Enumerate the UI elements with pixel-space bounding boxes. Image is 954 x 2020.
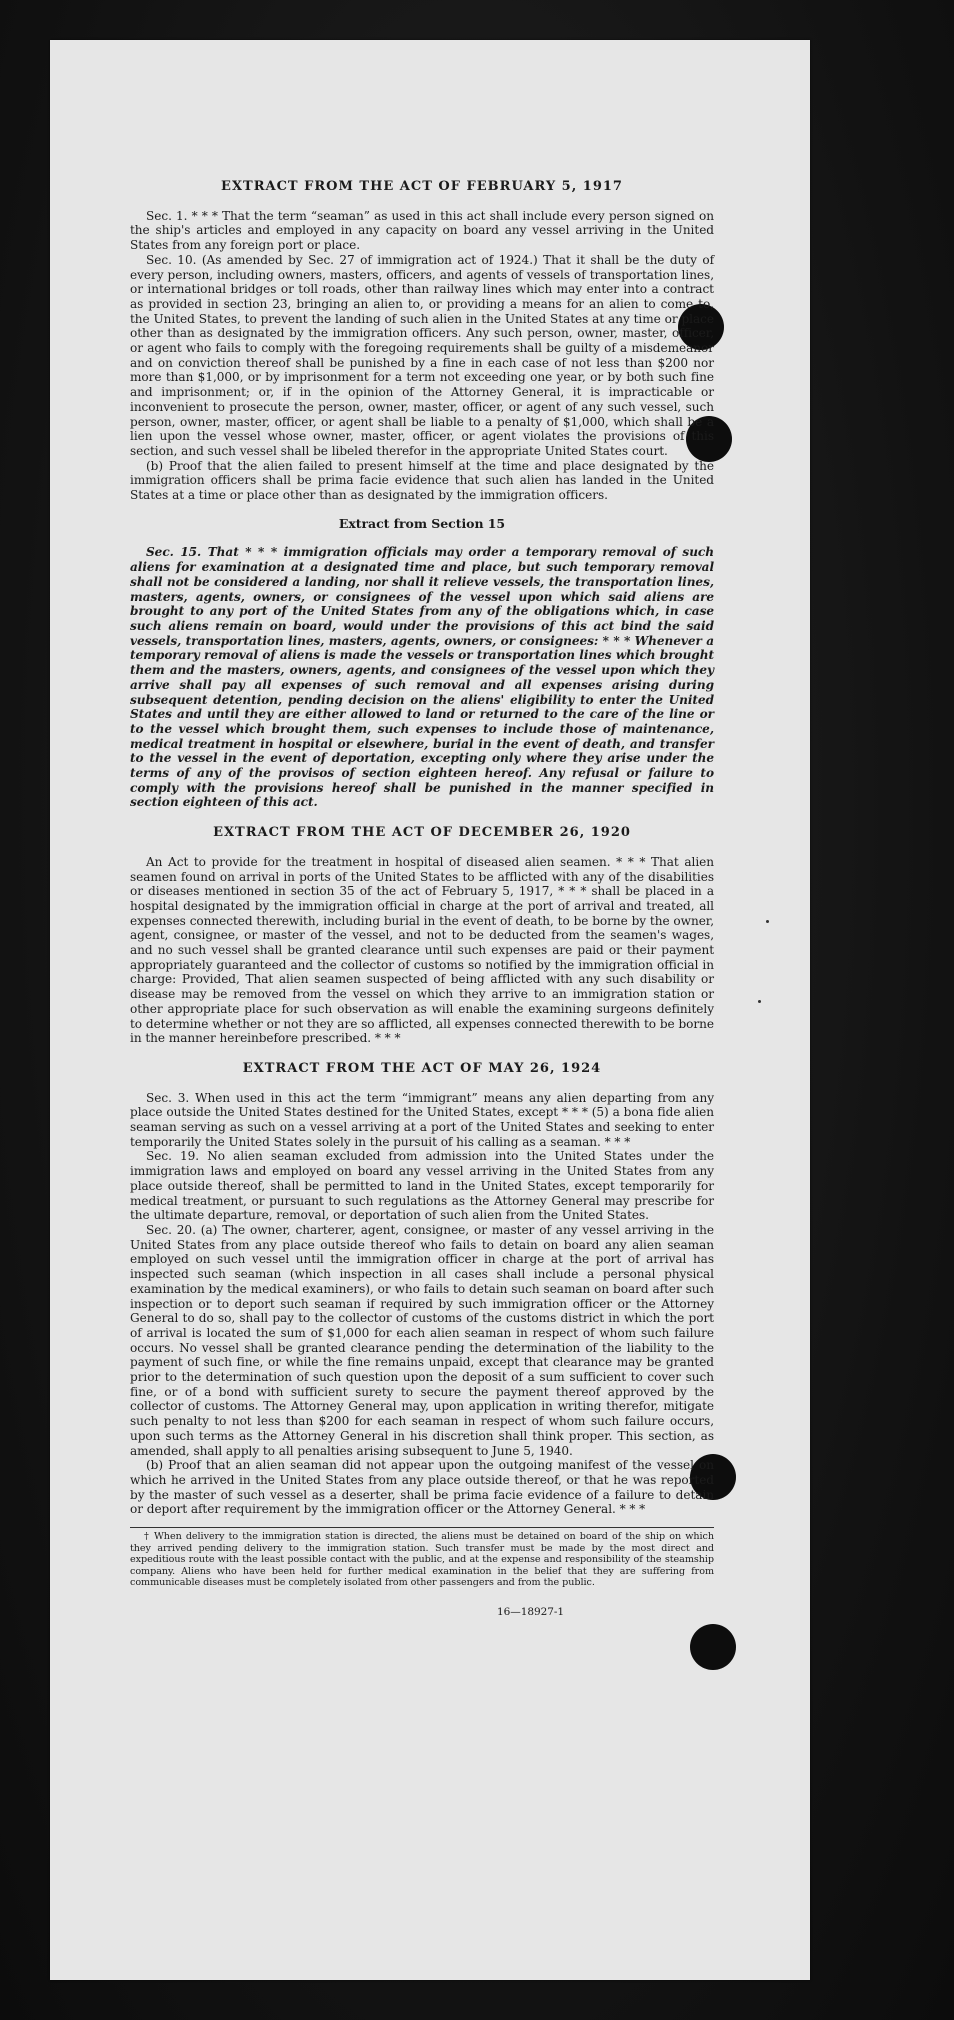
- scan-speck: [766, 920, 769, 923]
- paragraph-sec-3: Sec. 3. When used in this act the term “immigrant” means any alien departing from any place outside the United States destined for the United States, except * * * (5) a bona fide alien seaman serving as such on a vessel arriving at a port of the United States and seeking to enter temporarily the United States solely in the pursuit of his calling as a seaman. * * *: [130, 1090, 714, 1149]
- paragraph-sec-1: Sec. 1. * * * That the term “seaman” as used in this act shall include every person signed on the ship's articles and employed in any capacity on board any vessel arriving in the United States from any foreign port or place.: [130, 208, 714, 253]
- subheading-section-15: Extract from Section 15: [338, 515, 506, 531]
- paragraph-act-1920: An Act to provide for the treatment in hospital of diseased alien seamen. * * * That alien seamen found on arrival in ports of the United States to be afflicted with any of the disabilities or diseases mentioned in section 35 of the act of February 5, 1917, * * * shall be placed in a hospital designated by the immigration official in charge at the port of arrival and treated, all expenses connected therewith, including burial in the event of death, to be borne by the owner, agent, consignee, or master of the vessel, and not to be deducted from the seamen's wages, and no such vessel shall be granted clearance until such expenses are paid or their payment appropriately guaranteed and the collector of customs so notified by the immigration official in charge: Provided, That alien seamen suspected of being afflicted with any such disability or disease may be removed from the vessel on which they arrive to an immigration station or other appropriate place for such observation as will enable the examining surgeons definitely to determine whether or not they are so afflicted, all expenses connected therewith to be borne in the manner hereinbefore prescribed. * * *: [130, 854, 714, 1046]
- punch-hole: [690, 1624, 736, 1670]
- heading-act-1924: EXTRACT FROM THE ACT OF MAY 26, 1924: [242, 1060, 602, 1076]
- paragraph-sec-15: Sec. 15. That * * * immigration officials may order a temporary removal of such aliens for examination at a designated time and place, but such temporary removal shall not be considered a landing, nor shall it relieve vessels, the transportation lines, masters, agents, owners, or consignees of the vessel upon which said aliens are brought to any port of the United States from any of the obligations which, in case such aliens remain on board, would under the provisions of this act bind the said vessels, transportation lines, masters, agents, owners, or consignees: * * * Whenever a temporary removal of aliens is made the vessels or transportation lines which brought them and the masters, owners, agents, and consignees of the vessel upon which they arrive shall pay all expenses of such removal and all expenses arising during subsequent detention, pending decision on the aliens' eligibility to enter the United States and until they are either allowed to land or returned to the care of the line or to the vessel which brought them, such expenses to include those of maintenance, medical treatment in hospital or elsewhere, burial in the event of death, and transfer to the vessel in the event of deportation, excepting only where they arise under the terms of any of the provisos of section eighteen hereof. Any refusal or failure to comply with the provisions hereof shall be punished in the manner specified in section eighteen of this act.: [130, 545, 714, 810]
- document-body: [130, 180, 714, 1620]
- paragraph-sec-20-a: Sec. 20. (a) The owner, charterer, agent, consignee, or master of any vessel arriving in the United States from any place outside thereof who fails to detain on board any alien seaman employed on such vessel until the immigration officer in charge at the port of arrival has inspected such seaman (which inspection in all cases shall include a personal physical examination by the medical examiners), or who fails to detain such seaman on board after such inspection or to deport such seaman if required by such immigration officer or the Attorney General to do so, shall pay to the collector of customs of the customs district in which the port of arrival is located the sum of $1,000 for each alien seaman in respect of whom such failure occurs. No vessel shall be granted clearance pending the determination of the liability to the payment of such fine, or while the fine remains unpaid, except that clearance may be granted prior to the determination of such question upon the deposit of a sum sufficient to cover such fine, or of a bond with sufficient surety to secure the payment thereof approved by the collector of customs. The Attorney General may, upon application in writing therefor, mitigate such penalty to not less than $200 for each seaman in respect of whom such failure occurs, upon such terms as the Attorney General in his discretion shall think proper. This section, as amended, shall apply to all penalties arising subsequent to June 5, 1940.: [130, 1223, 714, 1458]
- heading-act-1917: EXTRACT FROM THE ACT OF FEBRUARY 5, 1917: [221, 179, 623, 194]
- form-number: 16—18927-1: [497, 1606, 564, 1619]
- paragraph-sec-20-b: (b) Proof that an alien seaman did not appear upon the outgoing manifest of the vessel on which he arrived in the United States from any place outside thereof, or that he was reported by the master of such vessel as a deserter, shall be prima facie evidence of a failure to detain or deport after requirement by the immigration officer or the Attorney General. * * *: [130, 1458, 714, 1517]
- scan-speck: [758, 1000, 761, 1003]
- heading-act-1920: EXTRACT FROM THE ACT OF DECEMBER 26, 1920: [213, 825, 631, 841]
- paragraph-sec-10: Sec. 10. (As amended by Sec. 27 of immigration act of 1924.) That it shall be the duty of every person, including owners, masters, officers, and agents of vessels of transportation lines, or international bridges or toll roads, other than railway lines which may enter into a contract as provided in section 23, bringing an alien to, or providing a means for an alien to come to, the United States, to prevent the landing of such alien in the United States at any time or place other than as designated by the immigration officers. Any such person, owner, master, officer, or agent who fails to comply with the foregoing requirements shall be guilty of a misdemeanor and on conviction thereof shall be punished by a fine in each case of not less than $200 nor more than $1,000, or by imprisonment for a term not exceeding one year, or by both such fine and imprisonment; or, if in the opinion of the Attorney General, it is impracticable or inconvenient to prosecute the person, owner, master, officer, or agent of any such vessel, such person, owner, master, officer, or agent shall be liable to a penalty of $1,000, which shall be a lien upon the vessel whose owner, master, officer, or agent violates the provisions of this section, and such vessel shall be libeled therefor in the appropriate United States court.: [130, 252, 714, 458]
- paragraph-sec-19: Sec. 19. No alien seaman excluded from admission into the United States under the immigration laws and employed on board any vessel arriving in the United States from any place outside thereof, shall be permitted to land in the United States, except temporarily for medical treatment, or pursuant to such regulations as the Attorney General may prescribe for the ultimate departure, removal, or deportation of such alien from the United States.: [130, 1149, 714, 1223]
- document-page: [50, 40, 810, 1980]
- paragraph-sec-10-b: (b) Proof that the alien failed to present himself at the time and place designated by the immigration officers shall be prima facie evidence that such alien has landed in the United States at a time or place other than as designated by the immigration officers.: [130, 458, 714, 503]
- footnote: † When delivery to the immigration station is directed, the aliens must be detained on board of the ship on which they arrived pending delivery to the immigration station. Such transfer must be made by the most direct and expeditious route with the least possible contact with the public, and at the expense and responsibility of the steamship company. Aliens who have been held for further medical examination in the belief that they are suffering from communicable diseases must be completely isolated from other passengers and from the public.: [130, 1531, 714, 1589]
- footnote-divider: [130, 1527, 714, 1528]
